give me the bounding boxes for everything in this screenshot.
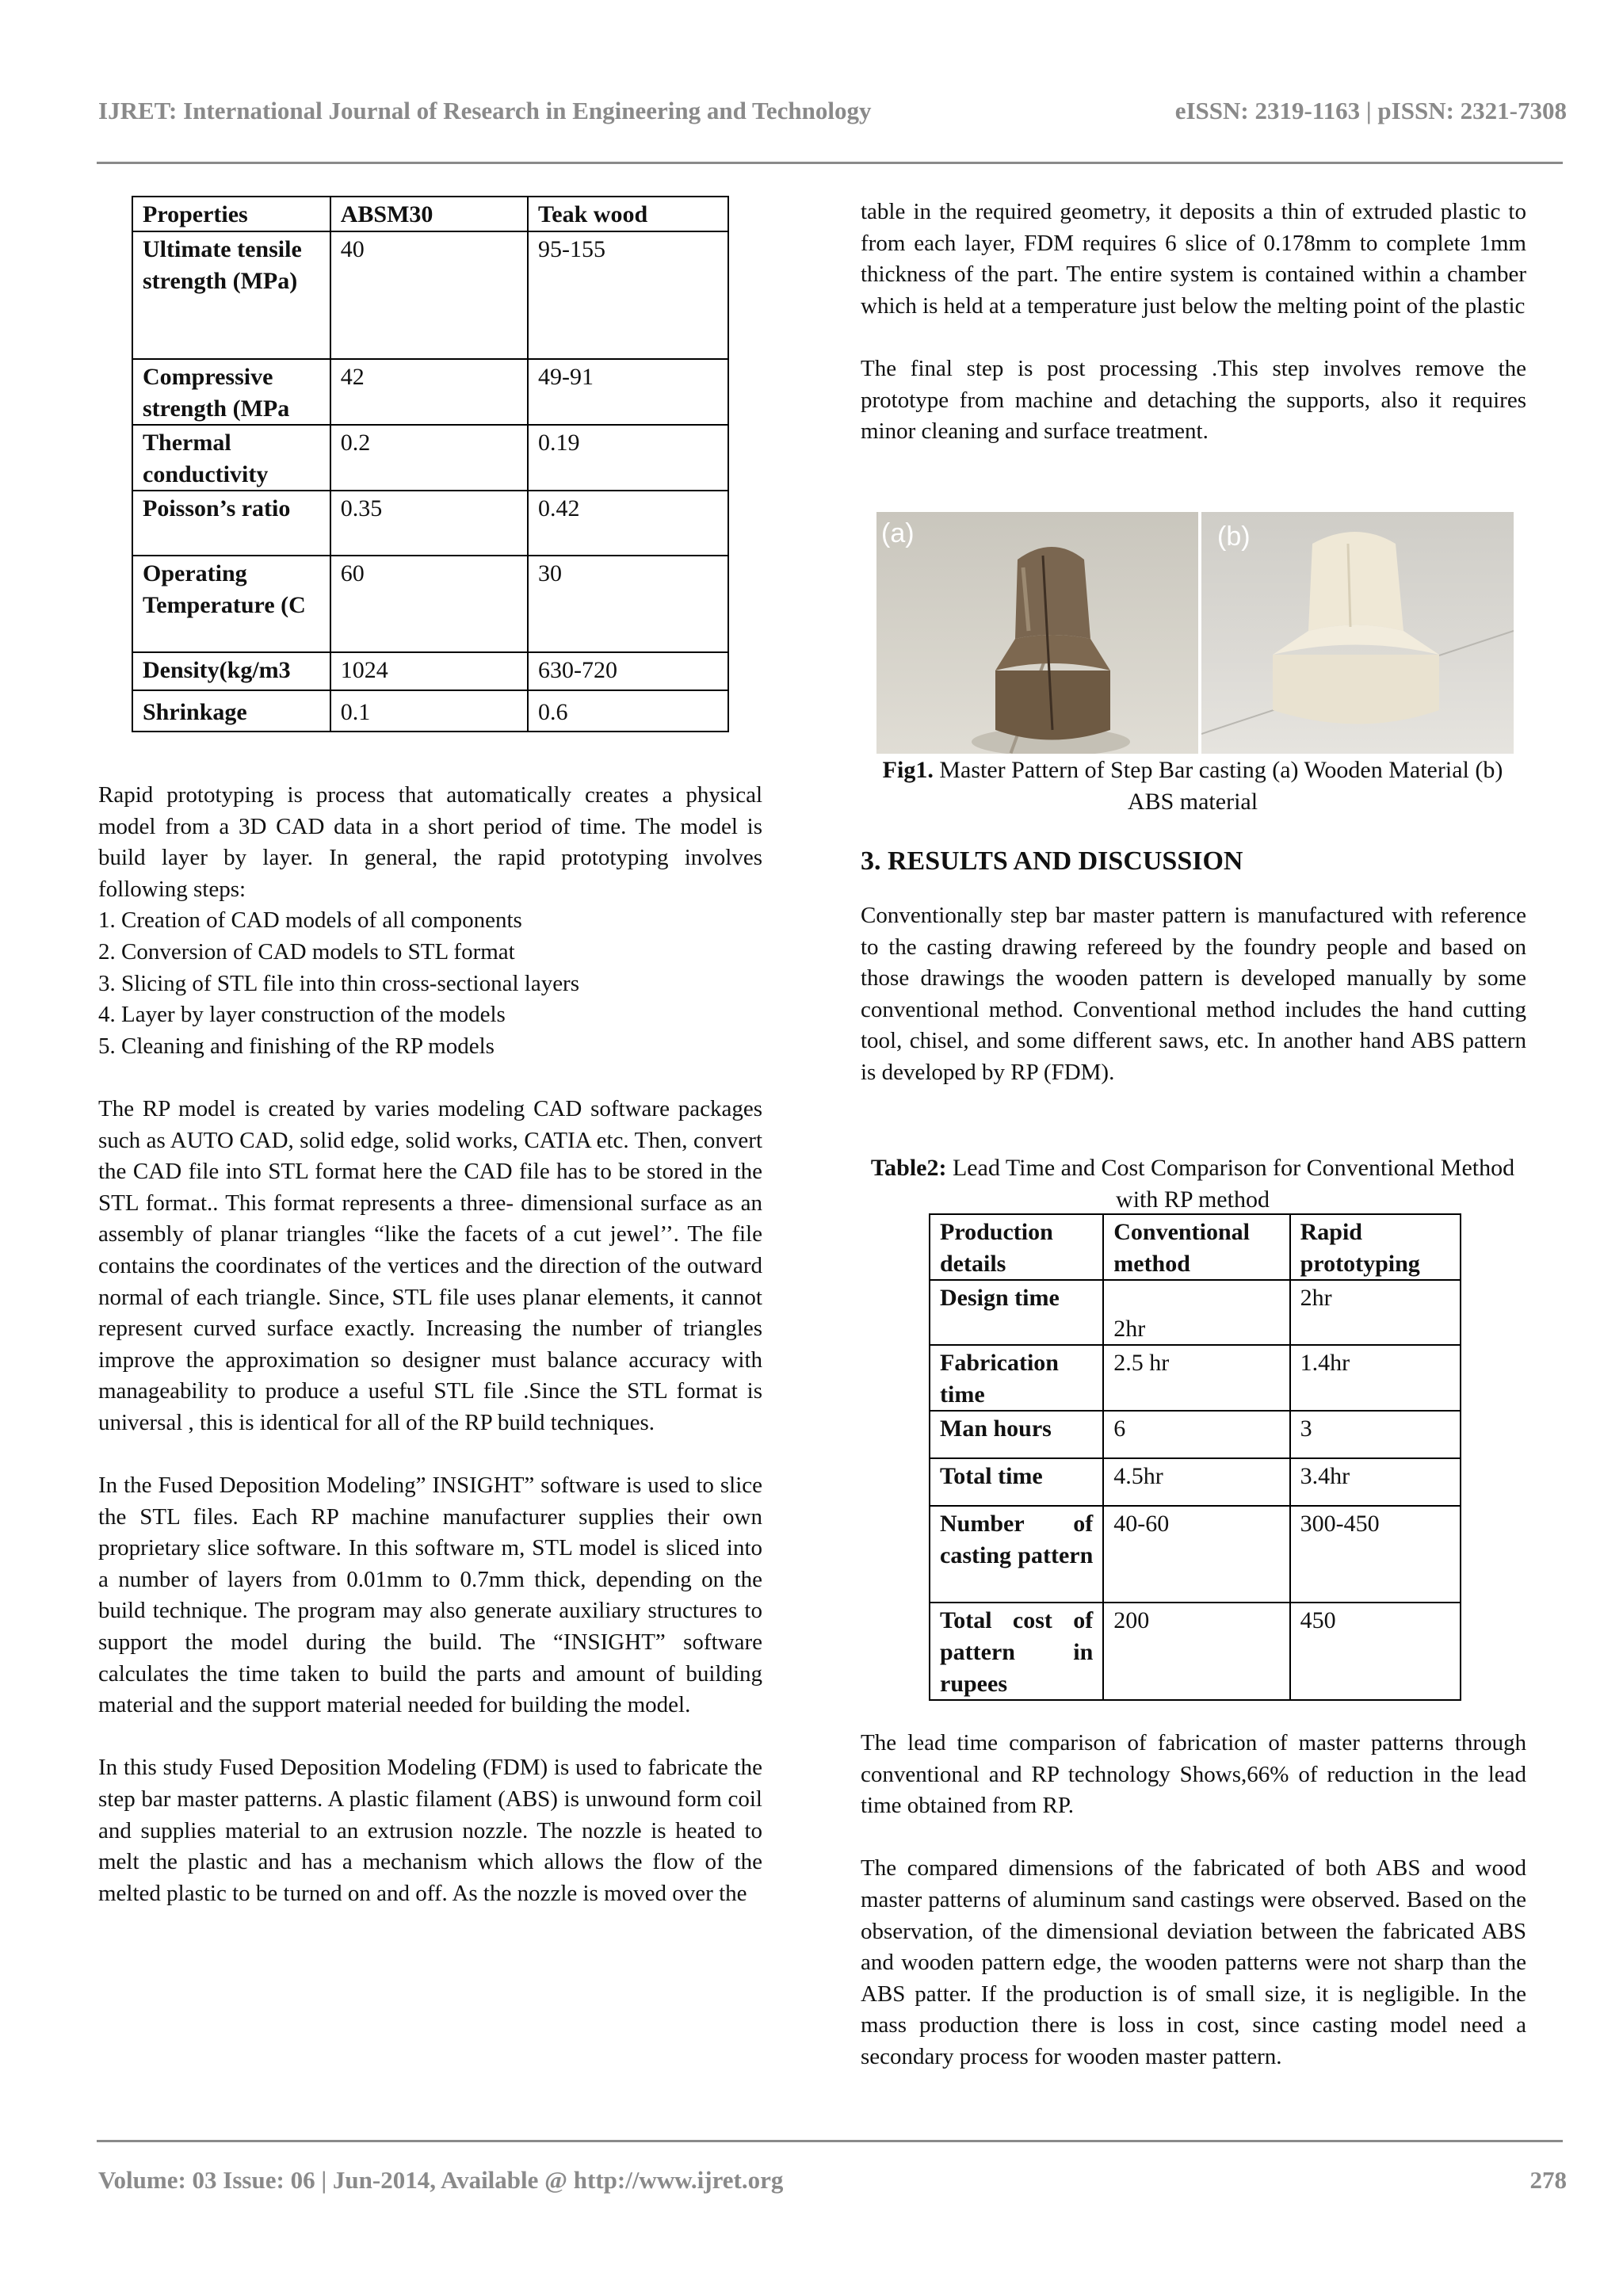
row-label: Ultimate tensile strength (MPa) (132, 231, 330, 359)
figure-label-a: (a) (881, 518, 915, 548)
steps-list (98, 905, 762, 1062)
paragraph: In this study Fused Deposition Modeling (FDM) is used to fabricate the step bar master patterns. A plastic filament (ABS) is unwound form coil and supplies material to an extrusion nozzle. The nozzle is heated to melt the plastic and has a mechanism which allows the flow of the melted plastic to be turned on and off. As the nozzle is moved over the (98, 1755, 762, 1906)
table-cell: 1024 (330, 652, 528, 690)
row-label: Man hours (930, 1411, 1103, 1458)
table-row (930, 1603, 1461, 1700)
table-cell: 0.2 (330, 425, 528, 491)
table-cell: 60 (330, 556, 528, 652)
row-label: Shrinkage (132, 690, 330, 732)
table-cell: 2hr (1103, 1280, 1289, 1345)
table-row (132, 652, 728, 690)
table-cell: 3.4hr (1290, 1458, 1461, 1506)
table-cell: 0.6 (528, 690, 728, 732)
table-cell: 0.19 (528, 425, 728, 491)
table-cell: 6 (1103, 1411, 1289, 1458)
paragraph: The final step is post processing .This step involves remove the prototype from machine and detaching the supports, also it requires minor cleaning and surface treatment. (861, 355, 1526, 445)
properties-table (132, 196, 729, 732)
header-cell: Rapid prototyping (1290, 1214, 1461, 1280)
table-cell: 95-155 (528, 231, 728, 359)
table-cell: 200 (1103, 1603, 1289, 1700)
table-cell: 42 (330, 359, 528, 425)
table-header-row (132, 197, 728, 231)
footer-volume (98, 2166, 783, 2195)
table-cell: 0.35 (330, 491, 528, 556)
list-item: 5. Cleaning and finishing of the RP models (98, 1033, 495, 1059)
row-label: Density(kg/m3 (132, 652, 330, 690)
row-label: Poisson’s ratio (132, 491, 330, 556)
table-row (930, 1458, 1461, 1506)
table-cell: 0.1 (330, 690, 528, 732)
right-column-top (861, 197, 1526, 448)
row-label: Compressive strength (MPa (132, 359, 330, 425)
table-cell: 2hr (1290, 1280, 1461, 1345)
table-cell: 4.5hr (1103, 1458, 1289, 1506)
journal-title: IJRET: International Journal of Research in Engineering and Technology (98, 97, 872, 124)
paragraph: Rapid prototyping is process that automatically creates a physical model from a 3D CAD data in a short period of time. The model is build layer by layer. In general, the rapid prototyping involves following steps: (98, 782, 762, 902)
wooden-pattern-image (876, 512, 1198, 754)
table-row (132, 359, 728, 425)
table2-caption-label: Table2: (870, 1155, 947, 1181)
table2-caption-text: Lead Time and Cost Comparison for Conventional Method with RP method (946, 1155, 1515, 1213)
table-row (132, 425, 728, 491)
row-label: Total cost of pattern in rupees (930, 1603, 1103, 1700)
table-row (132, 690, 728, 732)
header-cell: Properties (132, 197, 330, 231)
table-cell: 49-91 (528, 359, 728, 425)
paragraph: The compared dimensions of the fabricated of both ABS and wood master patterns of aluminum sand castings were observed. Based on the observation, of the dimensional deviation between the fabricated ABS and wooden pattern edge, the wooden patterns were not sharp than the ABS patter. If the production is of small size, it is negligible. In the mass production there is loss in cost, since casting model need a secondary process for wooden master pattern. (861, 1855, 1526, 2069)
header-cell: Teak wood (528, 197, 728, 231)
paragraph: The RP model is created by varies modeling CAD software packages such as AUTO CAD, solid edge, solid works, CATIA etc. Then, convert the CAD file into STL format here the CAD file has to be stored in the STL format.. This format represents a three- dimensional surface as an assembly of planar triangles “like the facets of a cut jewel’’. The file contains the coordinates of the vertices and the direction of the outward normal of each triangle. Since, STL file uses planar elements, it cannot represent curved surface exactly. Increasing the number of triangles improve the approximation so designer must balance accuracy with manageability to produce a useful STL file .Since the STL format is universal , this is identical for all of the RP build techniques. (98, 1095, 762, 1435)
right-column-mid (861, 900, 1526, 1089)
table-row (930, 1506, 1461, 1603)
table-cell: 2.5 hr (1103, 1345, 1289, 1411)
lead-time-table (929, 1213, 1461, 1701)
table-row (930, 1345, 1461, 1411)
table-cell: 30 (528, 556, 728, 652)
wooden-pattern-photo (876, 512, 1198, 754)
abs-pattern-photo (1201, 512, 1514, 754)
row-label: Design time (930, 1280, 1103, 1345)
paragraph: table in the required geometry, it deposits a thin of extruded plastic to from each layer, FDM requires 6 slice of 0.178mm to complete 1mm thickness of the part. The entire system is contained within a chamber which is held at a temperature just below the melting point of the plastic (861, 199, 1526, 319)
figure-caption-label: Fig1. (882, 757, 934, 783)
row-label: Number of casting pattern (930, 1506, 1103, 1603)
table-cell: 300-450 (1290, 1506, 1461, 1603)
right-column-bottom (861, 1728, 1526, 2073)
list-item: 1. Creation of CAD models of all components (98, 907, 522, 934)
footer-rule (97, 2140, 1563, 2142)
journal-link[interactable]: http://www.ijret.org (573, 2166, 784, 2194)
list-item: 3. Slicing of STL file into thin cross-sectional layers (98, 970, 580, 996)
issn: eISSN: 2319-1163 | pISSN: 2321-7308 (1174, 97, 1567, 124)
row-label: Operating Temperature (C (132, 556, 330, 652)
table-row (132, 231, 728, 359)
page-number: 278 (1529, 2166, 1567, 2194)
paragraph: Conventionally step bar master pattern is manufactured with reference to the casting drawing refereed by the foundry people and based on those drawings the wooden pattern is developed manually by some conventional method. Conventional method includes the hand cutting tool, chisel, and some different saws, etc. In another hand ABS pattern is developed by RP (FDM). (861, 903, 1526, 1085)
paragraph: The lead time comparison of fabrication of master patterns through conventional and RP technology Shows,66% of reduction in the lead time obtained from RP. (861, 1730, 1526, 1819)
table-cell: 1.4hr (1290, 1345, 1461, 1411)
table-cell: 450 (1290, 1603, 1461, 1700)
figure-caption-text: Master Pattern of Step Bar casting (a) Wooden Material (b) ABS material (933, 757, 1503, 815)
table2-caption (864, 1152, 1522, 1215)
section-title: 3. RESULTS AND DISCUSSION (861, 846, 1243, 876)
table-header-row (930, 1214, 1461, 1280)
table-row (930, 1280, 1461, 1345)
table-cell: 0.42 (528, 491, 728, 556)
left-column (98, 780, 762, 1909)
row-label: Fabrication time (930, 1345, 1103, 1411)
figure-label-b: (b) (1217, 521, 1251, 552)
header-cell: Conventional method (1103, 1214, 1289, 1280)
list-item: 4. Layer by layer construction of the models (98, 1002, 506, 1028)
table-cell: 40 (330, 231, 528, 359)
row-label: Thermal conductivity (132, 425, 330, 491)
footer-volume-text: Volume: 03 Issue: 06 | Jun-2014, Available @ (98, 2166, 574, 2194)
paragraph: In the Fused Deposition Modeling” INSIGHT” software is used to slice the STL files. Each RP machine manufacturer supplies their own proprietary slice software. In this software m, STL model is sliced into a number of layers from 0.01mm to 0.7mm thick, depending on the build technique. The program may also generate auxiliary structures to support the model during the build. The “INSIGHT” software calculates the time taken to build the parts and amount of building material and the support material needed for building the model. (98, 1473, 762, 1718)
table-row (132, 556, 728, 652)
table-cell: 3 (1290, 1411, 1461, 1458)
table-cell: 630-720 (528, 652, 728, 690)
figure-caption (864, 755, 1522, 817)
row-label: Total time (930, 1458, 1103, 1506)
table-cell: 40-60 (1103, 1506, 1289, 1603)
header-cell: Production details (930, 1214, 1103, 1280)
list-item: 2. Conversion of CAD models to STL format (98, 938, 515, 965)
header-rule (97, 162, 1563, 164)
table-row (132, 491, 728, 556)
header-cell: ABSM30 (330, 197, 528, 231)
table-row (930, 1411, 1461, 1458)
